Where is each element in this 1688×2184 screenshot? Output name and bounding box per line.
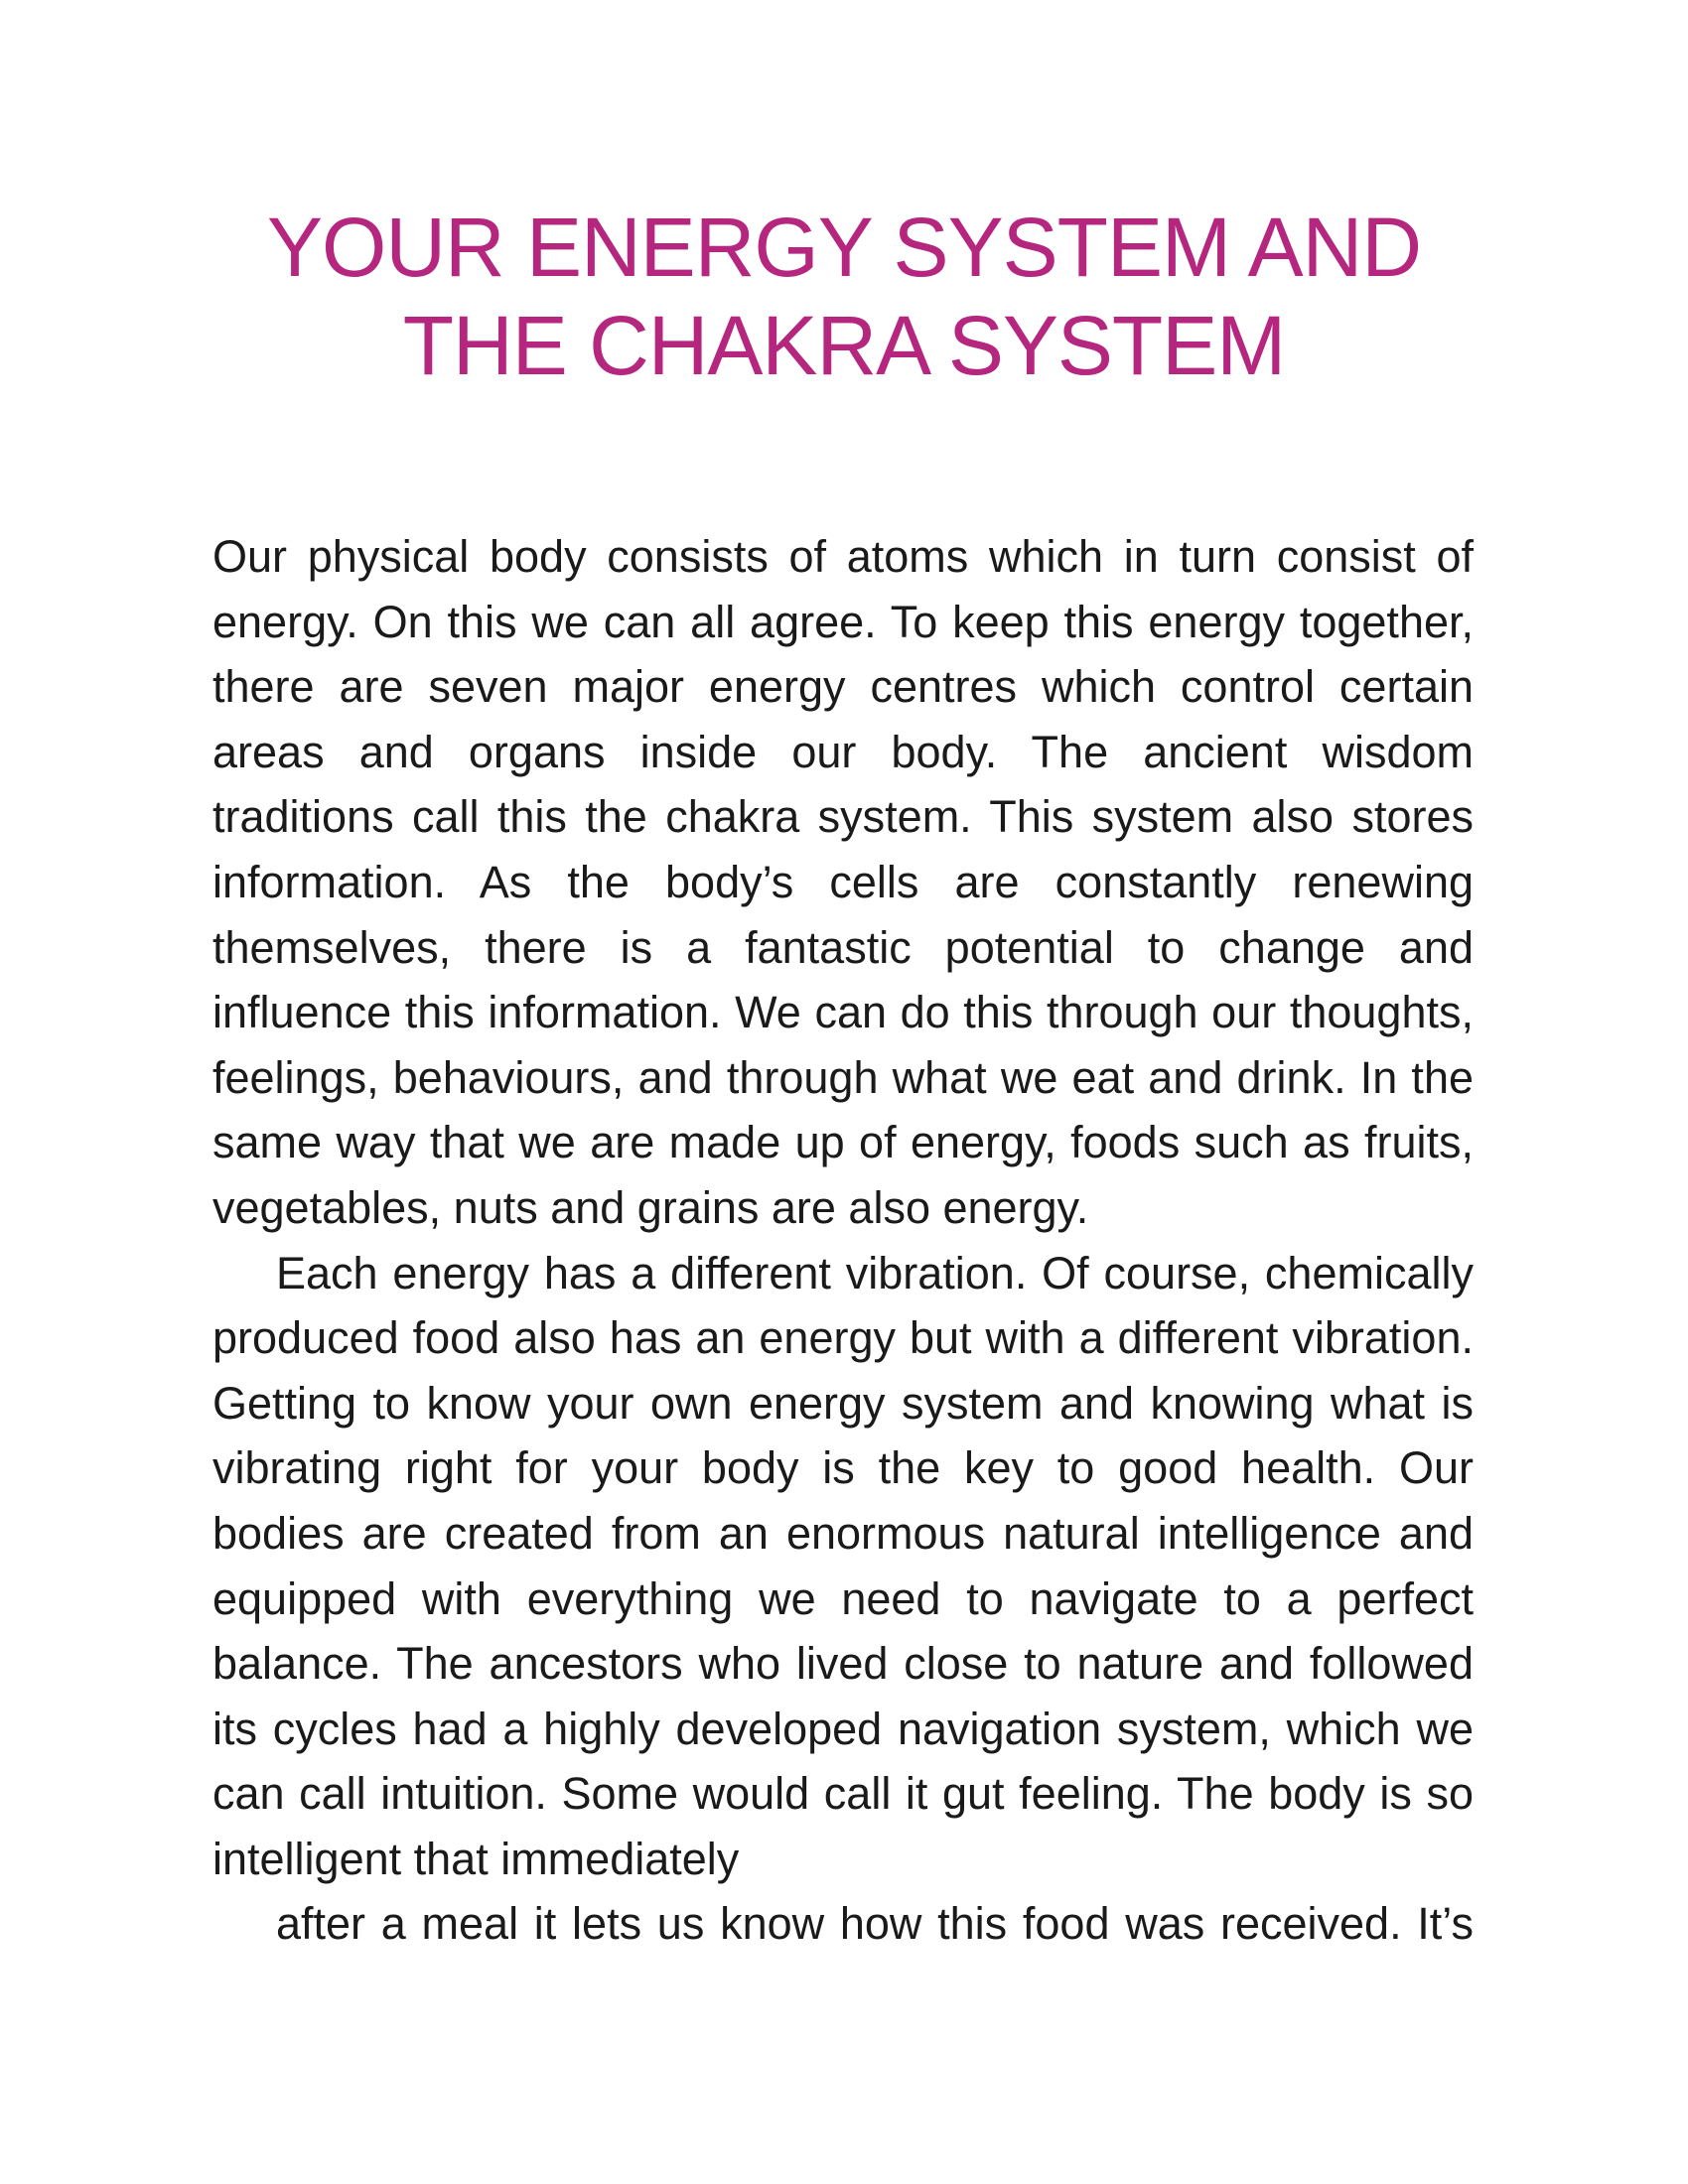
page-title xyxy=(199,199,1489,395)
body-text xyxy=(212,524,1474,1957)
paragraph-1: Our physical body consists of atoms which in turn consist of energy. On this we can all agree. To keep this energy together, there are seven major energy centres which control certain areas and organs inside our body. The ancient wisdom traditions call this the chakra system. This system also stores information. As the body’s cells are constantly renewing themselves, there is a fantastic potential to change and influence this information. We can do this through our thoughts, feelings, behaviours, and through what we eat and drink. In the same way that we are made up of energy, foods such as fruits, vegetables, nuts and grains are also energy. xyxy=(212,531,1474,1233)
paragraph-2-text: Each energy has a different vibration. Of course, chemically produced food also has an energy but with a different vibration. Getting to know your own energy system and knowing what is vibrating right for your body is the key to good health. Our bodies are created from an enormous natural intelligence and equipped with everything we need to navigate to a perfect balance. The ancestors who lived close to nature and followed its cycles had a highly developed navigation system, which we can call intuition. Some would call it gut feeling. The body is so intelligent that immediately xyxy=(212,1247,1474,1884)
paragraph-2-last-line: after a meal it lets us know how this food was received. It’s xyxy=(276,1898,1474,1950)
paragraph-2 xyxy=(212,1241,1474,1958)
title-line-2: THE CHAKRA SYSTEM xyxy=(402,299,1286,392)
title-line-1: YOUR ENERGY SYSTEM AND xyxy=(266,201,1422,294)
